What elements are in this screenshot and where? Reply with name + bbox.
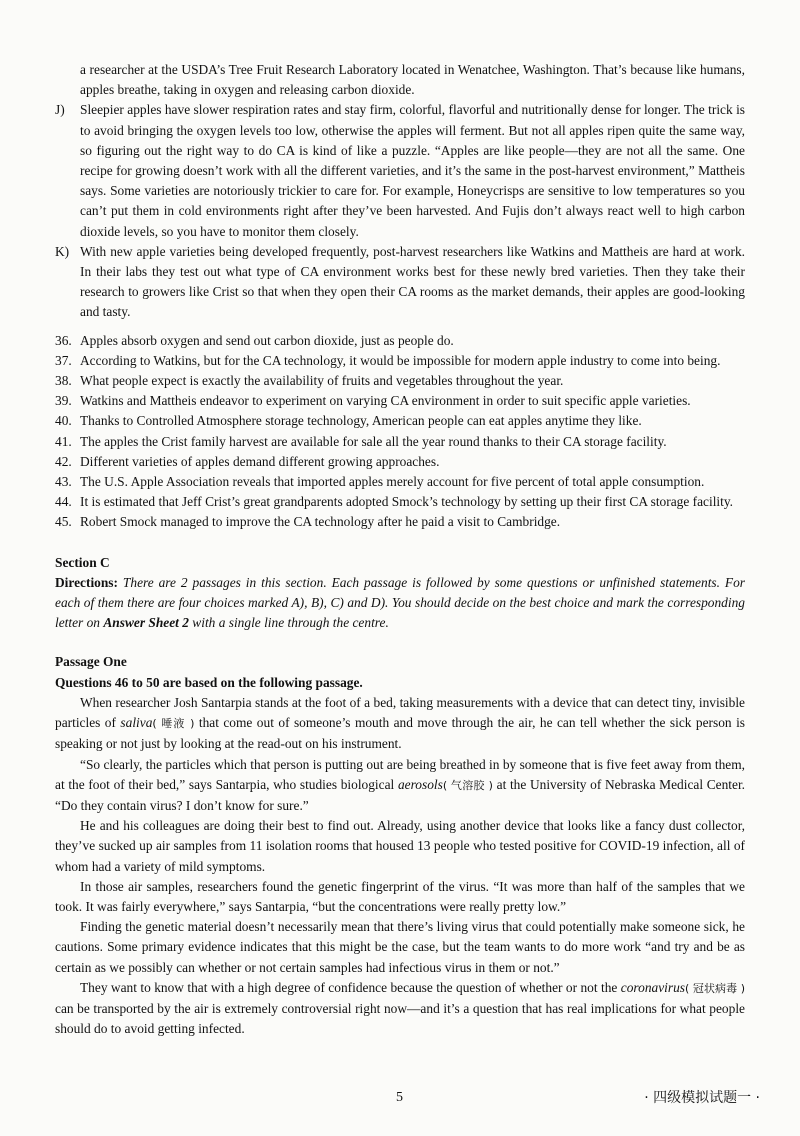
chinese-gloss: ( 气溶胶 ): [442, 778, 493, 792]
chinese-gloss: ( 冠状病毒 ): [685, 981, 745, 995]
chinese-gloss: ( 唾液 ): [152, 717, 195, 731]
question-item: [55, 432, 745, 452]
question-item: [55, 331, 745, 351]
question-number: 44.: [55, 494, 72, 510]
question-item: [55, 351, 745, 371]
question-text: The U.S. Apple Association reveals that imported apples merely account for five percent of total apple consumption.: [80, 474, 705, 490]
question-number: 36.: [55, 332, 72, 348]
passage-paragraph: He and his colleagues are doing their best to find out. Already, using another device that looks like a fancy dust collector, they’ve sucked up air samples from 11 isolation rooms that housed 13 people who tested positive for COVID-19 infection, all of whom had a variety of mild symptoms.: [55, 818, 745, 874]
question-item: [55, 512, 745, 532]
passage-paragraph: They want to know that with a high degree of confidence because the question of whether or not the coronavirus( 冠状病毒 ) can be transported by the air is extremely controversial right now—and it’s a question that has real implications for what people should do to avoid getting infected.: [55, 979, 745, 1037]
question-text: Thanks to Controlled Atmosphere storage technology, American people can eat apples anytime they like.: [80, 413, 642, 429]
question-text: Apples absorb oxygen and send out carbon dioxide, just as people do.: [80, 332, 454, 348]
question-item: [55, 371, 745, 391]
question-text: Robert Smock managed to improve the CA technology after he paid a visit to Cambridge.: [80, 514, 561, 530]
question-number: 40.: [55, 413, 72, 429]
question-text: It is estimated that Jeff Crist’s great grandparents adopted Smock’s technology by setting up their first CA storage facility.: [80, 494, 734, 510]
passage-paragraph: Finding the genetic material doesn’t necessarily mean that there’s living virus that could potentially make someone sick, he cautions. Some primary evidence indicates that this might be the case, but the team wants to do more work “and try and be as certain as we possibly can whether or not certain samples had infectious virus in them or not.”: [55, 919, 745, 975]
directions-label: Directions:: [55, 574, 118, 590]
page-content: [55, 60, 745, 1039]
passage-subtitle: Questions 46 to 50 are based on the following passage.: [55, 674, 363, 690]
directions-text: There are 2 passages in this section. Each passage is followed by some questions or unfinished statements. For each of them there are four choices marked A), B), C) and D). You should decide on the best choice and mark the corresponding letter on: [55, 574, 745, 631]
section-title: Section C: [55, 554, 110, 570]
question-number: 42.: [55, 453, 72, 469]
section-directions: [55, 573, 745, 634]
page-number: 5: [396, 1090, 403, 1105]
question-text: Watkins and Mattheis endeavor to experiment on varying CA environment in order to suit specific apple varieties.: [80, 393, 691, 409]
glossary-term: coronavirus: [620, 979, 686, 995]
paragraph-text: With new apple varieties being developed frequently, post-harvest researchers like Watkins and Mattheis are hard at work. In their labs they test out what type of CA environment works best for these newly bred varieties. Then they take their research to growers like Crist so that when they open their CA rooms as the market demands, their apples are good-looking and tasty.: [80, 243, 745, 320]
glossary-term: aerosols: [397, 776, 443, 792]
directions-text-end: with a single line through the centre.: [192, 615, 389, 631]
question-text: The apples the Crist family harvest are available for sale all the year round thanks to their CA storage facility.: [80, 433, 667, 449]
paragraph-label: K): [55, 243, 70, 259]
question-number: 41.: [55, 433, 72, 449]
passage-paragraph: “So clearly, the particles which that person is putting out are being breathed in by someone that is five feet away from them, at the foot of their bed,” says Santarpia, who studies biological aerosols( 气溶胶 ) at the University of Nebraska Medical Center. “Do they contain virus? I don’t know for sure.”: [55, 756, 746, 813]
passage-title: Passage One: [55, 654, 127, 670]
question-text: What people expect is exactly the availability of fruits and vegetables throughout the year.: [80, 373, 564, 389]
paragraph-label: J): [55, 102, 65, 118]
question-item: [55, 452, 745, 472]
question-item: [55, 411, 745, 431]
glossary-term: saliva: [120, 715, 153, 731]
question-text: According to Watkins, but for the CA technology, it would be impossible for modern apple industry to come into being.: [80, 352, 721, 368]
question-number: 37.: [55, 352, 72, 368]
paragraph-k: [55, 242, 745, 323]
passage-paragraph: In those air samples, researchers found the genetic fingerprint of the virus. “It was more than half of the samples that we took. It was fairly everywhere,” says Santarpia, “but the concentrations were really pretty low.”: [55, 878, 745, 914]
question-number: 43.: [55, 474, 72, 490]
continuation-text: a researcher at the USDA’s Tree Fruit Research Laboratory located in Wenatchee, Washington. That’s because like humans, apples breathe, taking in oxygen and releasing carbon dioxide.: [80, 62, 745, 98]
paragraph-text: Sleepier apples have slower respiration rates and stay firm, colorful, flavorful and nutritionally dense for longer. The trick is to avoid bringing the oxygen levels too low, otherwise the apples will ferment. But not all apples ripen quite the same way, so figuring out the right way to do CA is kind of like a puzzle. “Apples are like people—they are not all the same. One recipe for growing doesn’t work with all the different varieties, and it’s the same in the post-harvest environment,” Mattheis says. Some varieties are notoriously trickier to care for. For example, Honeycrisps are sensitive to low temperatures so you can’t put them in cold environments right after they’ve been harvested. And Fujis don’t always react well to high carbon dioxide levels, so you have to monitor them closely.: [80, 102, 745, 239]
question-text: Different varieties of apples demand different growing approaches.: [80, 453, 440, 469]
question-list: [55, 331, 745, 533]
question-number: 45.: [55, 514, 72, 530]
paragraph-j: [55, 100, 745, 241]
question-number: 38.: [55, 373, 72, 389]
question-item: [55, 472, 745, 492]
answer-sheet-ref: Answer Sheet 2: [103, 615, 189, 631]
question-item: [55, 492, 745, 512]
passage-paragraph: When researcher Josh Santarpia stands at the foot of a bed, taking measurements with a device that can detect tiny, invisible particles of saliva( 唾液 ) that come out of someone’s mouth and move through the air, he can tell whether the sick person is speaking or not just by looking at the read-out on his instrument.: [55, 694, 745, 752]
question-number: 39.: [55, 393, 72, 409]
question-item: [55, 391, 745, 411]
exam-tag: · 四级模拟试题一 ·: [644, 1090, 760, 1106]
